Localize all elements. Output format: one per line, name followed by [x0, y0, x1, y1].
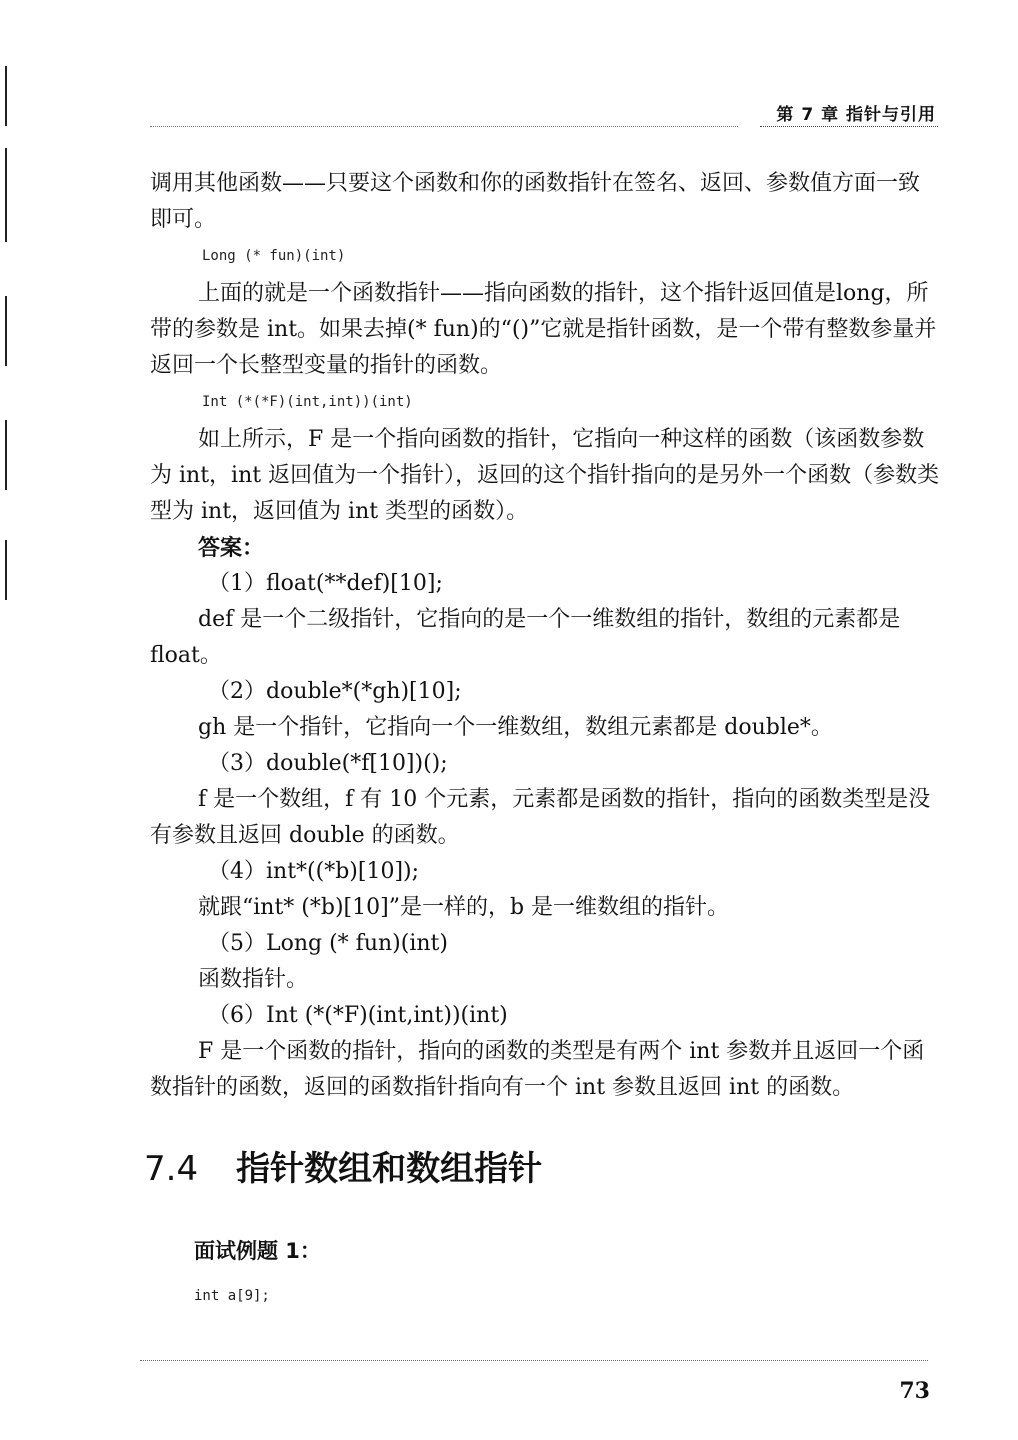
answer-item: （6）Int (*(*F)(int,int))(int)	[208, 1003, 508, 1028]
page-number: 73	[899, 1378, 930, 1404]
example-label: 面试例题 1：	[194, 1239, 321, 1263]
header-rule	[760, 126, 938, 127]
section-title: 指针数组和数组指针	[236, 1149, 543, 1189]
answer-explanation: 函数指针。	[198, 967, 309, 992]
running-title: 第 7 章 指针与引用	[776, 105, 936, 125]
answer-explanation: 就跟“int* (*b)[10]”是一样的，b 是一维数组的指针。	[198, 895, 730, 920]
answer-item: （1）float(**def)[10];	[208, 571, 443, 596]
example-code: int a[9];	[194, 1288, 270, 1304]
page-body	[144, 166, 940, 1316]
answer-item: （5）Long (* fun)(int)	[208, 931, 448, 956]
binding-mark	[5, 148, 7, 242]
footer-dotted-line	[140, 1360, 928, 1361]
paragraph: 调用其他函数——只要这个函数和你的函数指针在签名、返回、参数值方面一致即可。	[150, 171, 921, 232]
page-header	[150, 96, 938, 126]
answer-label: 答案：	[198, 535, 265, 561]
binding-mark	[5, 540, 7, 600]
section-heading	[144, 1144, 940, 1194]
answer-item: （2）double*(*gh)[10];	[208, 679, 462, 704]
answer-explanation: gh 是一个指针，它指向一个一维数组，数组元素都是 double*。	[198, 715, 833, 740]
answer-item: （4）int*((*b)[10]);	[208, 859, 420, 884]
answer-item: （3）double(*f[10])();	[208, 751, 448, 776]
code-line: Int (*(*F)(int,int))(int)	[202, 394, 413, 410]
answer-explanation: def 是一个二级指针，它指向的是一个一维数组的指针，数组的元素都是 float。	[150, 607, 901, 668]
paragraph: 如上所示，F 是一个指向函数的指针，它指向一种这样的函数（该函数参数为 int，int 返回值为一个指针），返回的这个指针指向的是另外一个函数（参数类型为 int，返回值为 int 类型的函数）。	[150, 427, 940, 524]
binding-mark	[5, 66, 7, 126]
answer-explanation: f 是一个数组，f 有 10 个元素，元素都是函数的指针，指向的函数类型是没有参数且返回 double 的函数。	[150, 787, 931, 848]
code-line: Long (* fun)(int)	[202, 248, 346, 264]
paragraph: 上面的就是一个函数指针——指向函数的指针，这个指针返回值是long，所带的参数是 int。如果去掉(* fun)的“()”它就是指针函数，是一个带有整数参量并返回一个长整型变量的指针的函数。	[150, 281, 937, 378]
binding-mark	[5, 420, 7, 490]
section-number: 7.4	[144, 1149, 199, 1189]
answer-explanation: F 是一个函数的指针，指向的函数的类型是有两个 int 参数并且返回一个函数指针的函数，返回的函数指针指向有一个 int 参数且返回 int 的函数。	[150, 1039, 925, 1100]
header-dotted-line	[150, 126, 738, 127]
binding-mark	[5, 296, 7, 366]
